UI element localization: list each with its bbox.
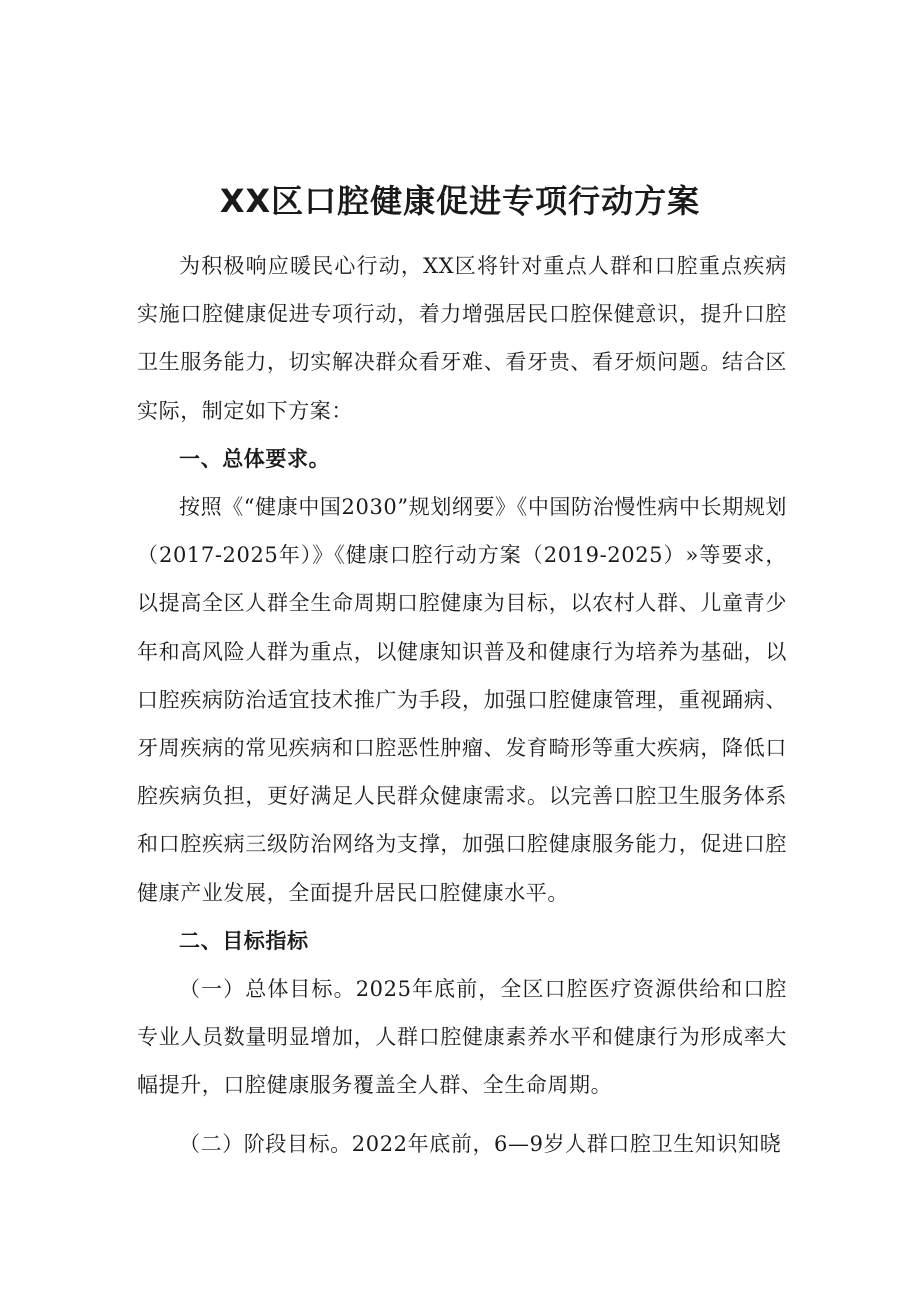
document-title: XX区口腔健康促进专项行动方案	[219, 182, 701, 220]
stage-goal-paragraph: （二）阶段目标。2022年底前，6—9岁人群口腔卫生知识知晓	[179, 1131, 782, 1156]
general-requirements-paragraph: 按照《“健康中国2030”规划纲要》《中国防治慢性病中长期规划（2017-2025年）》《健康口腔行动方案（2019-2025）»等要求，以提高全区人群全生命周期口腔健康为目标，以农村人群、儿童青少年和高风险人群为重点，以健康知识普及和健康行为培养为基础，以口腔疾病防治适宜技术推广为手段，加强口腔健康管理，重视踊病、牙周疾病的常见疾病和口腔恶性肿瘤、发育畸形等重大疾病，降低口腔疾病负担，更好满足人民群众健康需求。以完善口腔卫生服务体系和口腔疾病三级防治网络为支撑，加强口腔健康服务能力，促进口腔健康产业发展，全面提升居民口腔健康水平。	[137, 495, 788, 905]
section-heading-general-requirements: 一、总体要求。	[179, 446, 331, 471]
intro-paragraph: 为积极响应暖民心行动，XX区将针对重点人群和口腔重点疾病实施口腔健康促进专项行动，着力增强居民口腔保健意识，提升口腔卫生服务能力，切实解决群众看牙难、看牙贵、看牙烦问题。结合区实际，制定如下方案：	[137, 254, 787, 423]
paragraph-spacer	[137, 1110, 787, 1120]
section-heading-targets: 二、目标指标	[179, 928, 309, 953]
document-body	[137, 242, 787, 1168]
overall-goal-paragraph: （一）总体目标。2025年底前，全区口腔医疗资源供给和口腔专业人员数量明显增加，人群口腔健康素养水平和健康行为形成率大幅提升，口腔健康服务覆盖全人群、全生命周期。	[137, 977, 787, 1098]
